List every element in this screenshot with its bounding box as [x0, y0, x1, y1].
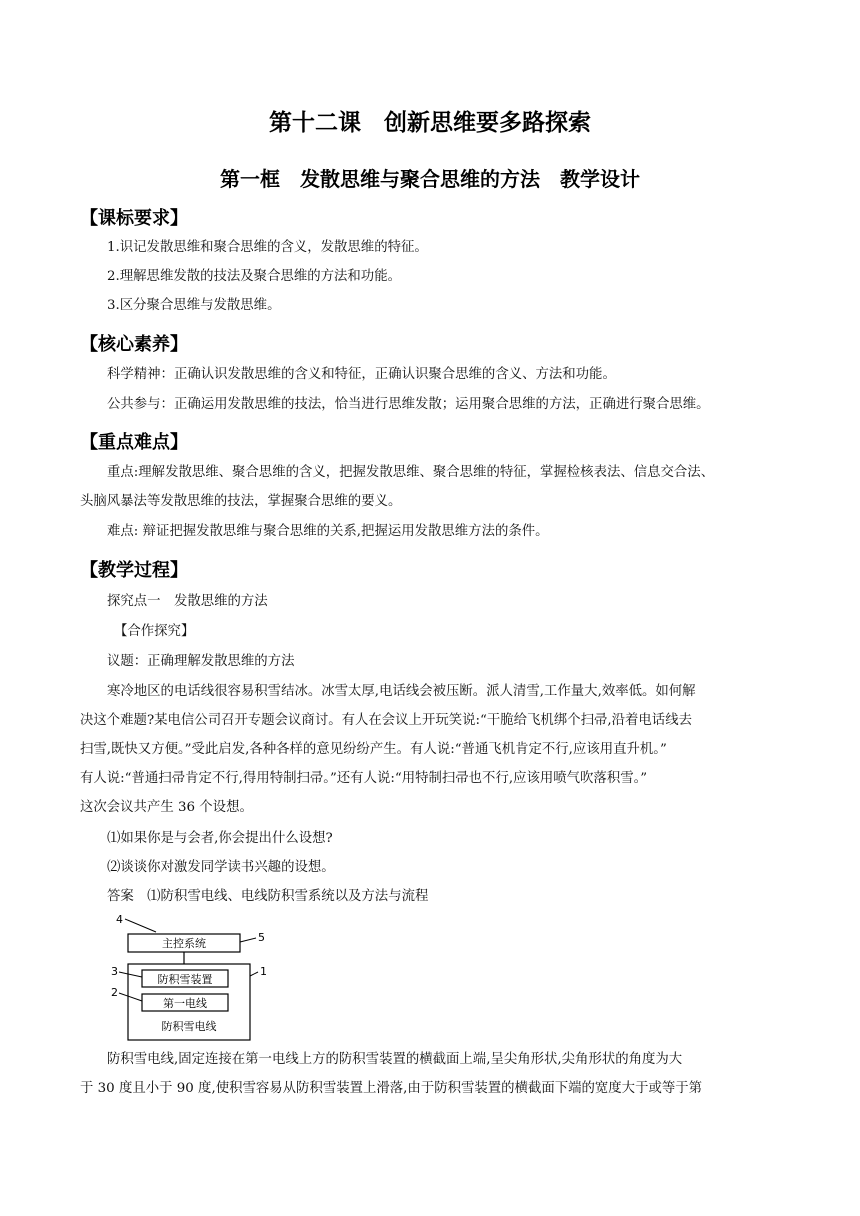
subsection-label: 【合作探究】 — [114, 624, 195, 639]
anti-snow-device-label: 防积雪装置 — [157, 973, 213, 986]
diagram-leader-5 — [240, 938, 256, 942]
list-item: 科学精神：正确认识发散思维的含义和特征，正确认识聚合思维的含义、方法和功能。 — [107, 367, 616, 382]
paragraph-line: 决这个难题?某电信公司召开专题会议商讨。有人在会议上开玩笑说:“干脆给飞机绑个扫帚,沿着电话线去 — [80, 713, 692, 728]
list-item: 1.识记发散思维和聚合思维的含义，发散思维的特征。 — [107, 240, 428, 255]
paragraph-line: 这次会议共产生 36 个设想。 — [80, 800, 253, 815]
paragraph-line: 有人说:“普通扫帚肯定不行,得用特制扫帚。”还有人说:“用特制扫帚也不行,应该用喷气吹落积雪。” — [80, 771, 648, 786]
first-wire-label: 第一电线 — [163, 997, 207, 1010]
diagram-label-5: 5 — [258, 931, 265, 944]
topic-line: 议题：正确理解发散思维的方法 — [107, 654, 295, 669]
list-item: 公共参与：正确运用发散思维的技法，恰当进行思维发散；运用聚合思维的方法，正确进行聚合思维。 — [107, 397, 710, 412]
list-item: 2.理解思维发散的技法及聚合思维的方法和功能。 — [107, 269, 401, 284]
paragraph-line: 难点: 辩证把握发散思维与聚合思维的关系,把握运用发散思维方法的条件。 — [107, 524, 549, 539]
paragraph-line: 扫雪,既快又方便。”受此启发,各种各样的意见纷纷产生。有人说:“普通飞机肯定不行,应该用直升机。” — [80, 742, 667, 757]
diagram-leader-4 — [125, 919, 156, 932]
diagram-leader-3 — [119, 972, 142, 977]
section-heading-zhongdian: 【重点难点】 — [80, 432, 188, 453]
page-title: 第十二课 创新思维要多路探索 — [269, 110, 591, 136]
diagram-label-1: 1 — [260, 965, 267, 978]
diagram-leader-1 — [250, 972, 258, 976]
answer-line: 答案 ⑴防积雪电线、电线防积雪系统以及方法与流程 — [107, 889, 429, 904]
section-heading-jiaoxue: 【教学过程】 — [80, 560, 188, 581]
subsection-title: 探究点一 发散思维的方法 — [107, 594, 268, 609]
paragraph-line: 防积雪电线,固定连接在第一电线上方的防积雪装置的横截面上端,呈尖角形状,尖角形状的角度为大 — [107, 1052, 683, 1067]
list-item: 3.区分聚合思维与发散思维。 — [107, 298, 281, 313]
anti-snow-wire-diagram — [108, 912, 278, 1044]
section-heading-hexin: 【核心素养】 — [80, 334, 188, 355]
paragraph-line: 头脑风暴法等发散思维的技法，掌握聚合思维的要义。 — [80, 494, 402, 509]
question-line: ⑴如果你是与会者,你会提出什么设想? — [107, 831, 333, 846]
paragraph-line: 重点:理解发散思维、聚合思维的含义，把握发散思维、聚合思维的特征，掌握检核表法、信息交合法、 — [107, 465, 715, 480]
anti-snow-wire-caption: 防积雪电线 — [161, 1020, 217, 1033]
paragraph-line: 于 30 度且小于 90 度,使积雪容易从防积雪装置上滑落,由于防积雪装置的横截面下端的宽度大于或等于第 — [80, 1081, 703, 1096]
page-subtitle: 第一框 发散思维与聚合思维的方法 教学设计 — [220, 167, 640, 191]
diagram-label-3: 3 — [111, 965, 118, 978]
diagram-label-2: 2 — [111, 986, 118, 999]
diagram-leader-2 — [119, 993, 142, 1001]
diagram-label-4: 4 — [116, 913, 123, 926]
main-control-label: 主控系统 — [162, 937, 206, 950]
question-line: ⑵谈谈你对激发同学读书兴趣的设想。 — [107, 860, 335, 875]
paragraph-line: 寒冷地区的电话线很容易积雪结冰。冰雪太厚,电话线会被压断。派人清雪,工作量大,效率低。如何解 — [107, 684, 696, 699]
section-heading-kebiao: 【课标要求】 — [80, 208, 188, 229]
